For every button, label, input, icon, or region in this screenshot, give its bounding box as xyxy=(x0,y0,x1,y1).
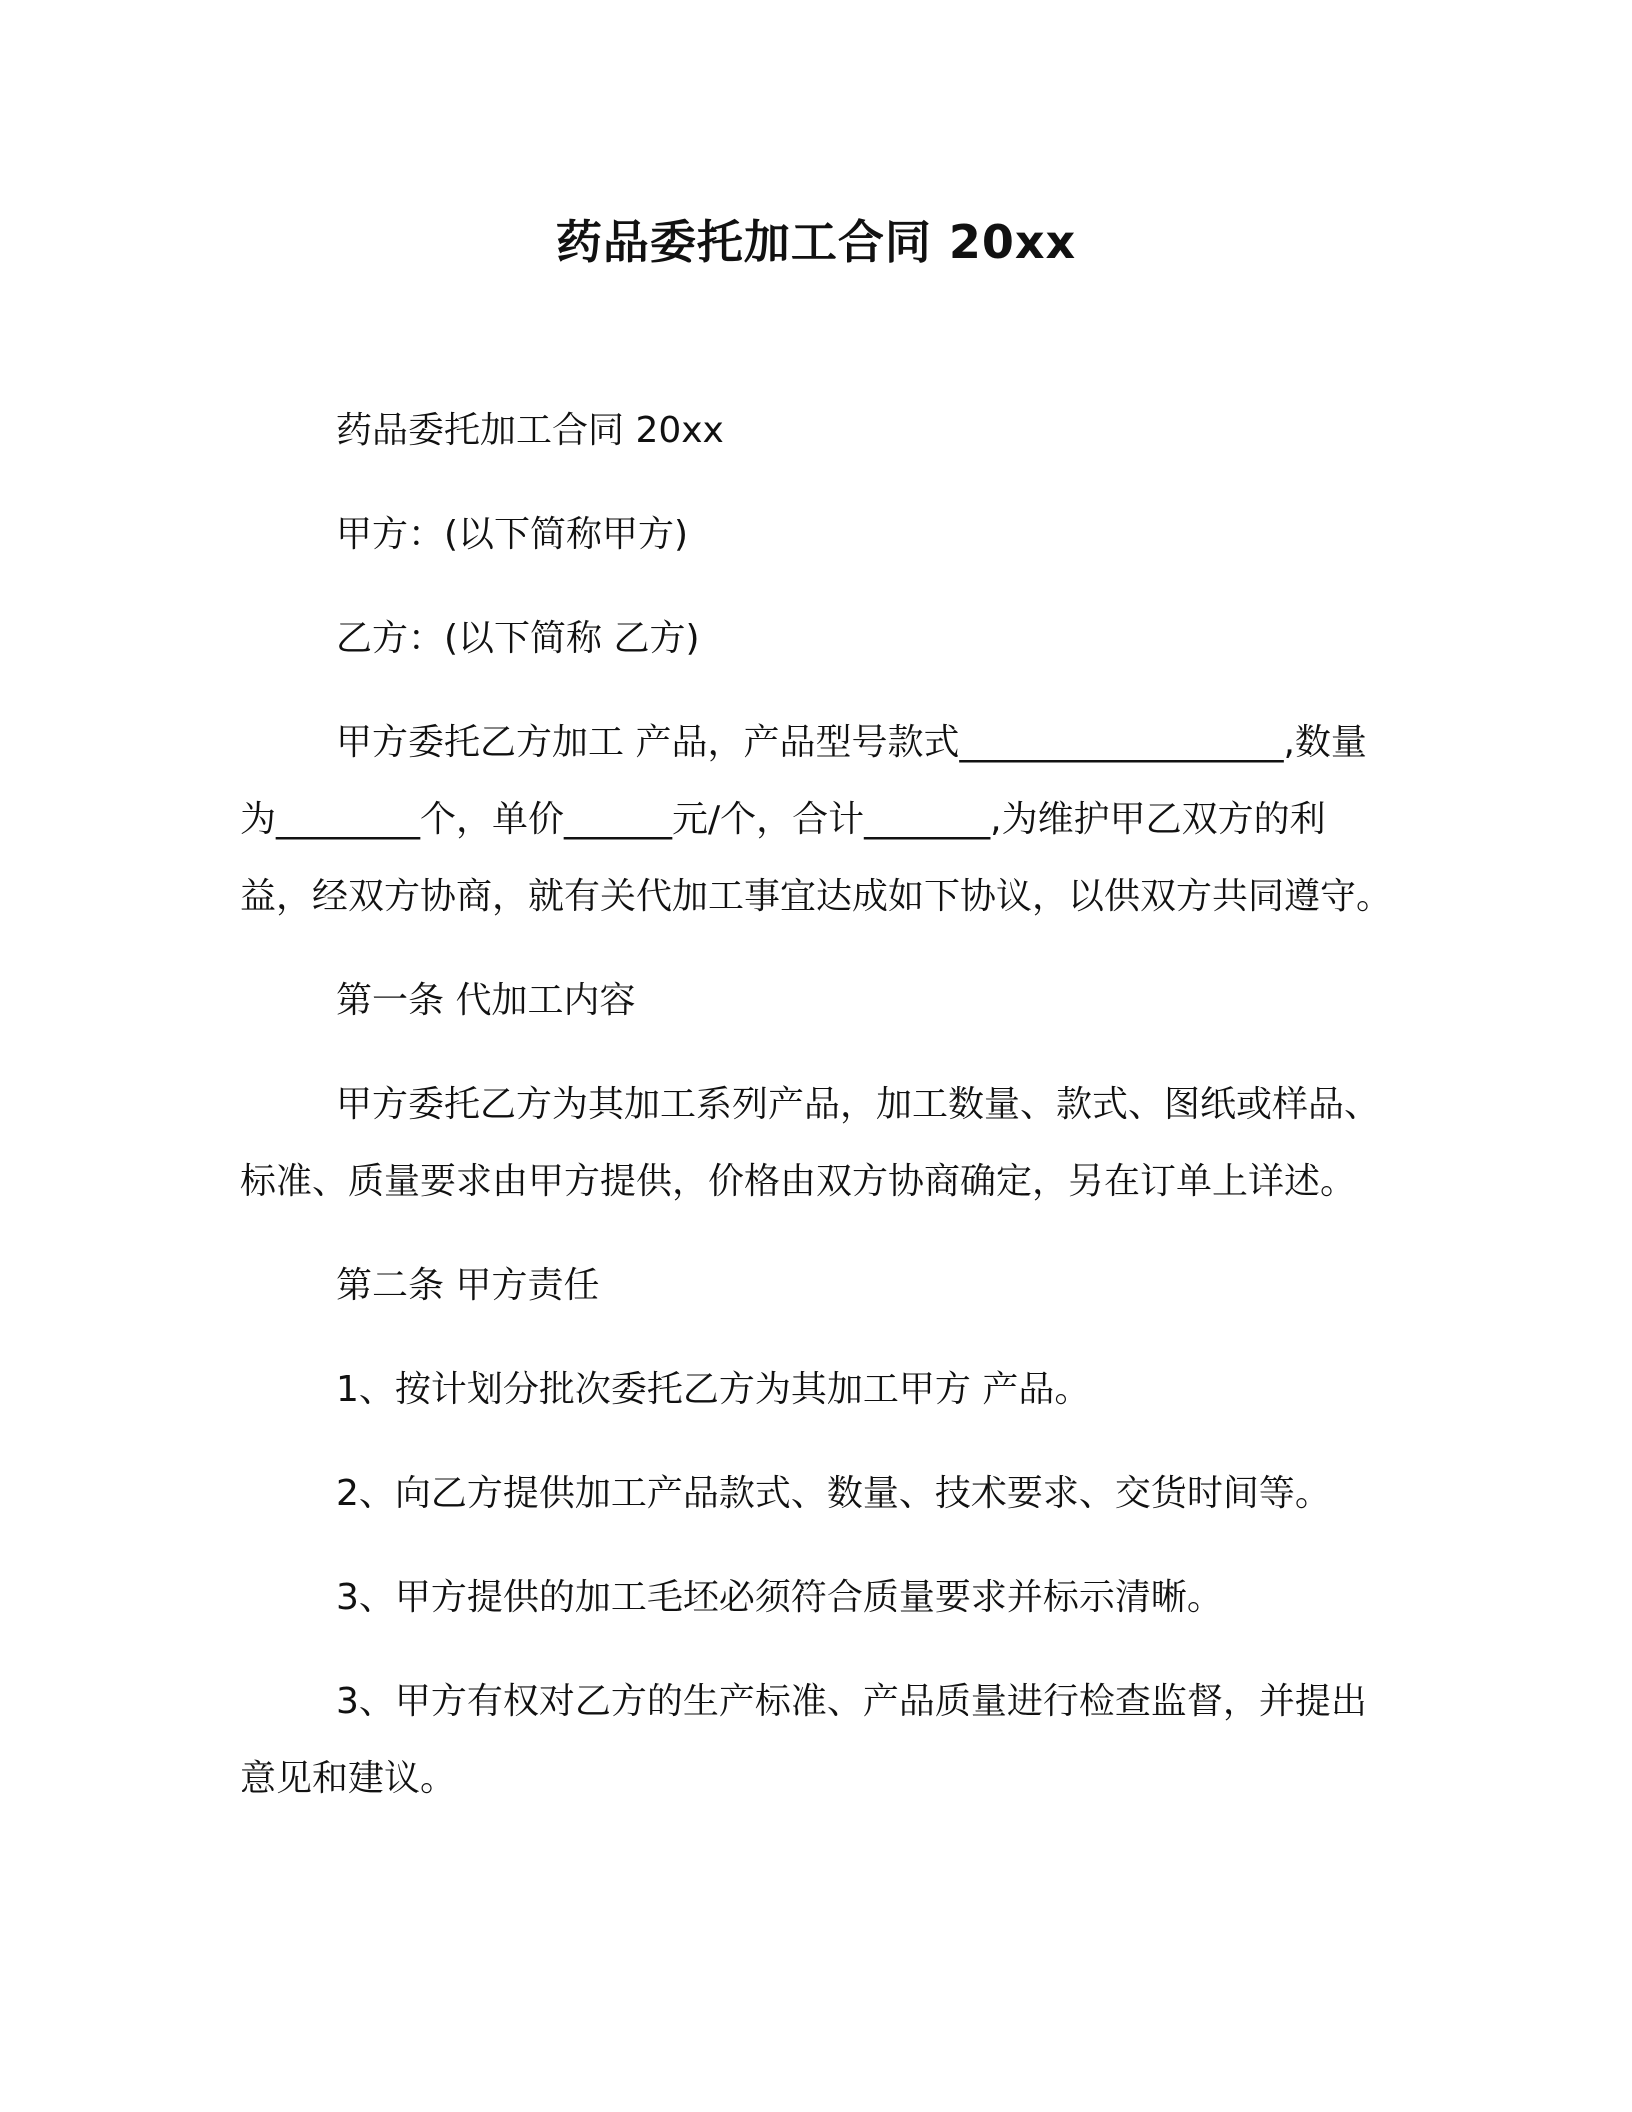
paragraph-item-4: 3、甲方有权对乙方的生产标准、产品质量进行检查监督，并提出意见和建议。 xyxy=(240,1681,1367,1799)
paragraph-article-1-heading: 第一条 代加工内容 xyxy=(336,980,636,1021)
document-body xyxy=(240,392,1392,1844)
document-title: 药品委托加工合同 20xx xyxy=(555,215,1077,269)
paragraph-party-a: 甲方：(以下简称甲方) xyxy=(336,514,689,555)
paragraph-item-1: 1、按计划分批次委托乙方为其加工甲方 产品。 xyxy=(336,1369,1091,1410)
paragraph-subtitle: 药品委托加工合同 20xx xyxy=(336,410,724,451)
paragraph-article-2-heading: 第二条 甲方责任 xyxy=(336,1265,600,1306)
paragraph-item-3: 3、甲方提供的加工毛坯必须符合质量要求并标示清晰。 xyxy=(336,1577,1223,1618)
paragraph-intro: 甲方委托乙方加工 产品，产品型号款式__________________,数量为________个，单价______元/个，合计_______,为维护甲乙双方的利益，经双方协商，就有关代加工事宜达成如下协议，以供双方共同遵守。 xyxy=(240,722,1393,917)
paragraph-article-1-content: 甲方委托乙方为其加工系列产品，加工数量、款式、图纸或样品、标准、质量要求由甲方提供，价格由双方协商确定，另在订单上详述。 xyxy=(240,1084,1381,1202)
paragraph-party-b: 乙方：(以下简称 乙方) xyxy=(336,618,700,659)
paragraph-item-2: 2、向乙方提供加工产品款式、数量、技术要求、交货时间等。 xyxy=(336,1473,1331,1514)
